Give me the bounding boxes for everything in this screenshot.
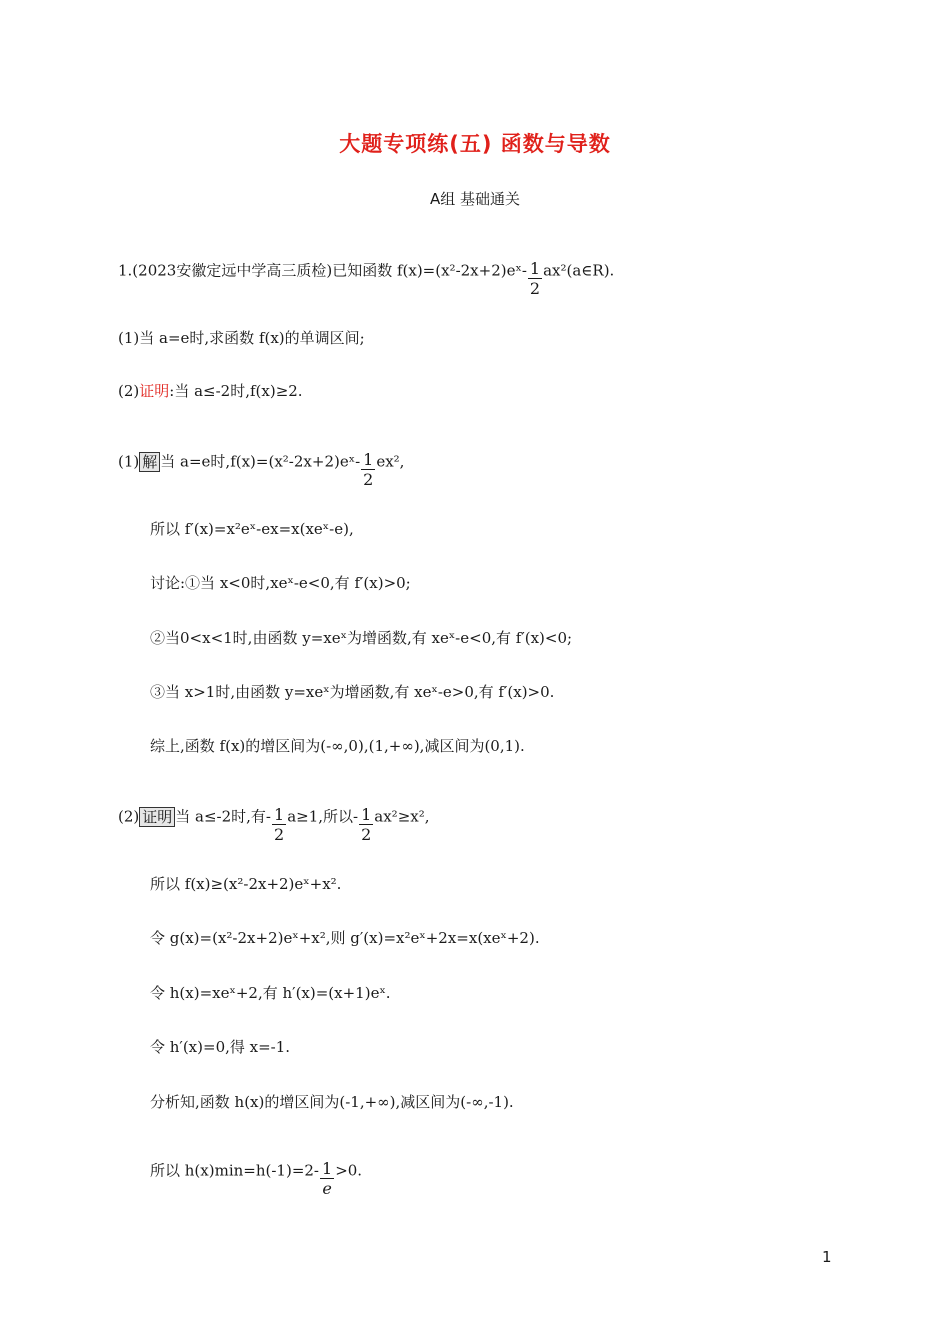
part-2-text: :当 a≤-2时,f(x)≥2. [169,382,303,400]
fraction-denominator: 2 [361,825,372,844]
solution-line: 所以 f(x)≥(x²-2x+2)eˣ+x². [150,875,342,893]
final-text-b: >0. [335,1161,363,1180]
solution-2-line [118,798,430,844]
solution-1-text-a: 当 a=e时,f(x)=(x²-2x+2)eˣ- [160,452,361,471]
solution-2-text-b: a≥1,所以- [287,807,359,826]
page-number: 1 [822,1248,832,1266]
solution-line: 讨论:①当 x<0时,xeˣ-e<0,有 f′(x)>0; [150,574,411,592]
solution-1-number: (1) [118,452,140,471]
proof-tag-boxed: 证明 [139,807,175,827]
answer-tag: 解 [139,452,160,472]
solution-line: 令 h(x)=xeˣ+2,有 h′(x)=(x+1)eˣ. [150,984,391,1002]
group-heading: A组 基础通关 [429,190,521,208]
problem-part-2 [118,380,303,402]
fraction-numerator: 1 [322,1159,333,1178]
fraction-denominator: 2 [529,279,541,298]
fraction-numerator: 1 [363,450,374,469]
solution-line: ②当0<x<1时,由函数 y=xeˣ为增函数,有 xeˣ-e<0,有 f′(x)<0; [150,629,573,647]
solution-line: ③当 x>1时,由函数 y=xeˣ为增函数,有 xeˣ-e>0,有 f′(x)>0. [150,683,555,701]
final-text-a: 所以 h(x)min=h(-1)=2- [150,1161,319,1180]
fraction-denominator: 2 [363,470,374,489]
fraction-numerator: 1 [529,259,541,278]
solution-2-fraction-1 [272,806,286,845]
solution-2-text-a: 当 a≤-2时,有- [175,807,271,826]
fraction-denominator: 2 [274,825,285,844]
solution-2-fraction-2 [359,806,373,845]
fraction-numerator: 1 [274,805,285,824]
solution-1-text-b: ex², [376,452,405,471]
solution-line: 令 h′(x)=0,得 x=-1. [150,1038,291,1056]
final-fraction [320,1160,334,1199]
part-2-number: (2) [118,382,140,400]
solution-line: 所以 f′(x)=x²eˣ-ex=x(xeˣ-e), [150,520,354,538]
solution-final-line [150,1152,363,1198]
solution-1-line [118,443,405,489]
stem-text-a: 1.(2023安徽定远中学高三质检)已知函数 f(x)=(x²-2x+2)eˣ- [118,261,527,280]
problem-stem [118,252,615,298]
page-title: 大题专项练(五) 函数与导数 [339,132,611,156]
proof-tag: 证明 [139,382,170,400]
solution-line: 分析知,函数 h(x)的增区间为(-1,+∞),减区间为(-∞,-1). [150,1093,514,1111]
solution-2-text-c: ax²≥x², [374,807,430,826]
fraction-denominator: e [322,1179,332,1198]
solution-line: 综上,函数 f(x)的增区间为(-∞,0),(1,+∞),减区间为(0,1). [150,737,525,755]
problem-part-1: (1)当 a=e时,求函数 f(x)的单调区间; [118,329,365,347]
stem-fraction [528,260,542,299]
fraction-numerator: 1 [361,805,372,824]
stem-text-b: ax²(a∈R). [543,261,615,280]
solution-line: 令 g(x)=(x²-2x+2)eˣ+x²,则 g′(x)=x²eˣ+2x=x(xeˣ+2). [150,929,540,947]
solution-1-fraction [361,451,375,490]
solution-2-number: (2) [118,807,140,826]
